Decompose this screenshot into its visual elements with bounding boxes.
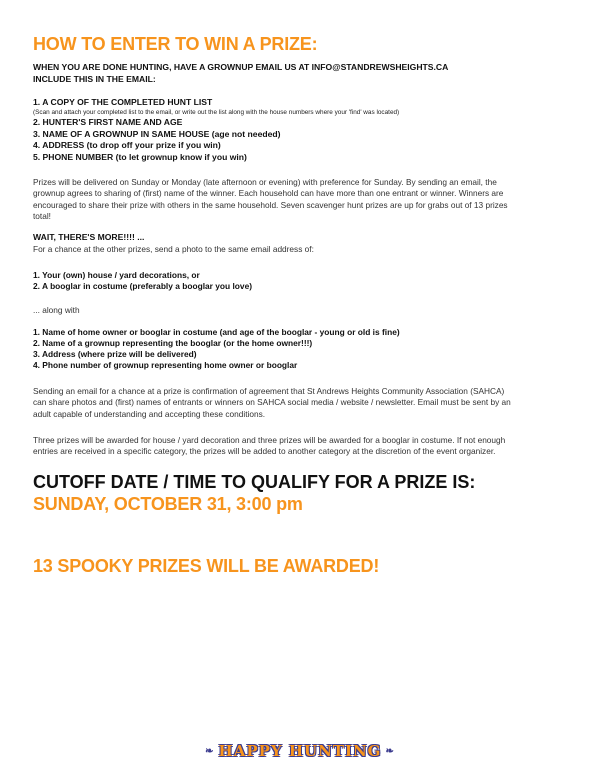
delivery-paragraph <box>33 177 508 223</box>
consent-paragraph <box>33 386 511 420</box>
flourish-icon: ❧ <box>205 746 215 757</box>
more-prizes-section <box>33 232 314 255</box>
prizes-banner: 13 SPOOKY PRIZES WILL BE AWARDED! <box>33 556 380 576</box>
paragraph-line: total! <box>33 211 51 222</box>
list-item: 1. Your (own) house / yard decorations, or <box>33 270 200 280</box>
intro-line-email: WHEN YOU ARE DONE HUNTING, HAVE A GROWNUP EMAIL US AT INFO@STANDREWSHEIGHTS.CA <box>33 62 449 72</box>
photo-details-list <box>33 327 400 371</box>
list-item: 2. Name of a grownup representing the booglar (or the home owner!!!) <box>33 338 313 348</box>
list-item: 2. A booglar in costume (preferably a booglar you love) <box>33 281 253 291</box>
happy-hunting-footer <box>0 742 600 760</box>
paragraph-line: grownup agrees to sharing of (first) name of the winner. Each household can have more than one entrant or winner. Winners are <box>33 188 504 199</box>
photo-options-list <box>33 270 252 292</box>
list-item: 4. Phone number of grownup representing home owner or booglar <box>33 360 298 370</box>
along-with-text: ... along with <box>33 305 80 315</box>
paragraph-line: entries are received in a specific category, the prizes will be added to another category at the discretion of the event organizer. <box>33 446 496 457</box>
paragraph-line: Prizes will be delivered on Sunday or Monday (late afternoon or evening) with preference for Sunday. By sending an email, the <box>33 177 497 187</box>
page-title: HOW TO ENTER TO WIN A PRIZE: <box>33 34 318 54</box>
list-item: 4. ADDRESS (to drop off your prize if you win) <box>33 140 221 150</box>
paragraph-line: adult capable of understanding and accepting these conditions. <box>33 408 266 419</box>
awards-paragraph <box>33 435 505 458</box>
more-heading: WAIT, THERE'S MORE!!!! ... <box>33 232 145 242</box>
list-item-note: (Scan and attach your completed list to the email, or write out the list along with the house numbers where your 'find' was located) <box>33 108 400 116</box>
list-item: 1. A COPY OF THE COMPLETED HUNT LIST <box>33 97 213 107</box>
paragraph-line: Sending an email for a chance at a prize is confirmation of agreement that St Andrews Heights Community Association (SAHCA) <box>33 386 505 396</box>
list-item: 3. NAME OF A GROWNUP IN SAME HOUSE (age not needed) <box>33 128 281 139</box>
cutoff-heading: CUTOFF DATE / TIME TO QUALIFY FOR A PRIZE IS: <box>33 472 476 492</box>
list-item: 1. Name of home owner or booglar in costume (and age of the booglar - young or old is fine) <box>33 327 400 337</box>
footer-text: HAPPY HUNTING <box>218 742 382 760</box>
paragraph-line: can share photos and (first) names of entrants or winners on SAHCA social media / website / newsletter. Email must be sent by an <box>33 397 511 408</box>
more-text: For a chance at the other prizes, send a photo to the same email address of: <box>33 243 314 254</box>
flourish-icon: ❧ <box>385 746 395 757</box>
list-item: 3. Address (where prize will be delivered) <box>33 349 197 359</box>
list-item: 2. HUNTER'S FIRST NAME AND AGE <box>33 117 183 127</box>
list-item: 5. PHONE NUMBER (to let grownup know if you win) <box>33 151 247 162</box>
cutoff-date: SUNDAY, OCTOBER 31, 3:00 pm <box>33 494 303 514</box>
entry-requirements-list <box>33 97 399 163</box>
intro-instructions <box>33 62 448 85</box>
paragraph-line: encouraged to share their prize with others in the same household. Seven scavenger hunt prizes are up for grabs out of 13 prizes <box>33 199 508 210</box>
paragraph-line: Three prizes will be awarded for house / yard decoration and three prizes will be awarded for a booglar in costume. If not enough <box>33 435 506 445</box>
intro-line-include: INCLUDE THIS IN THE EMAIL: <box>33 73 156 84</box>
